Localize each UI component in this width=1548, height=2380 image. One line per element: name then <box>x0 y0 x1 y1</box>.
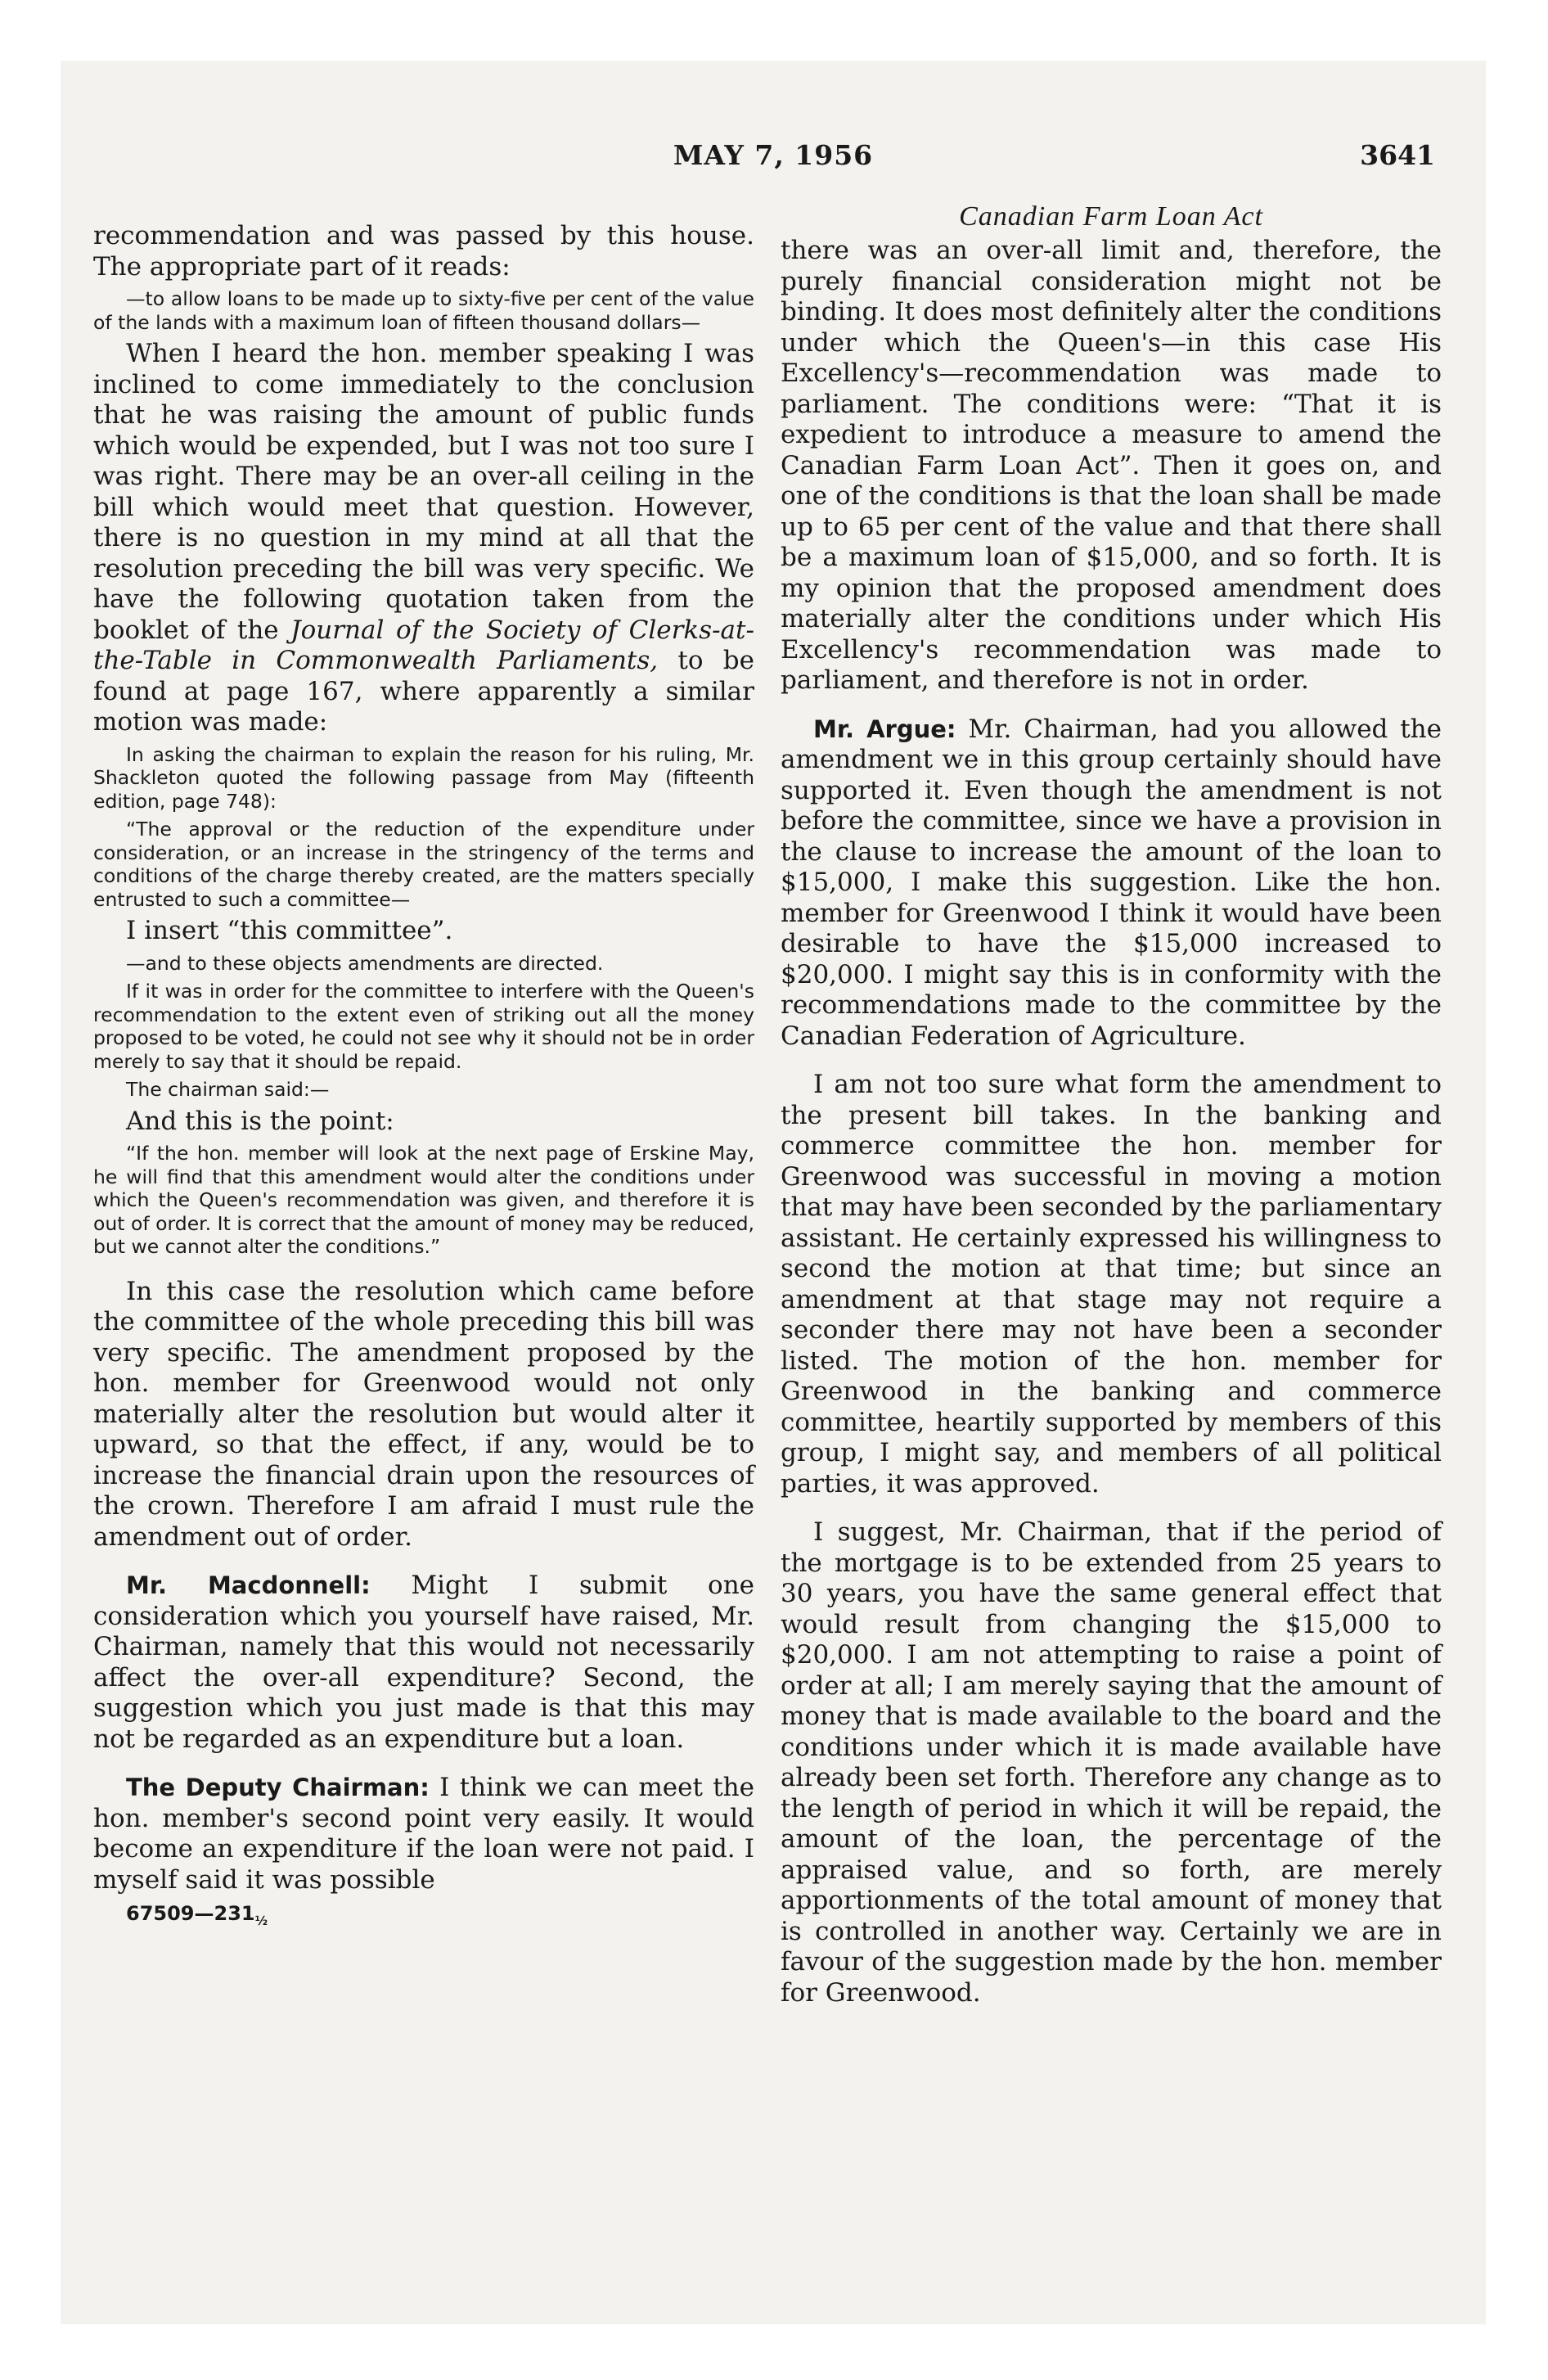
quotation: —and to these objects amendments are directed. <box>126 951 604 975</box>
folio-fraction: ½ <box>254 1913 268 1928</box>
quotation: If it was in order for the committee to interfere with the Queen's recommendation to the extent even of striking out all the money proposed to be voted, he could not see why it should not be in order merely to say that it should be repaid. <box>93 980 754 1073</box>
quotation: —to allow loans to be made up to sixty-five per cent of the value of the lands with a maximum loan of fifteen thousand dollars— <box>93 287 754 334</box>
quotation: The chairman said:— <box>126 1078 330 1101</box>
right-column <box>781 201 1442 2008</box>
speaker-name: Mr. Argue: <box>813 714 956 743</box>
journal-title: Journal of the Society of Clerks-at-the-Table in Commonwealth Parliaments, <box>93 615 754 675</box>
quotation: “If the hon. member will look at the next page of Erskine May, he will find that this amendment would alter the conditions under which the Queen's recommendation was given, and therefore it is out of order. It is correct that the amount of money may be reduced, but we cannot alter the conditions.” <box>93 1142 754 1258</box>
speech <box>93 1571 754 1755</box>
header-date: MAY 7, 1956 <box>673 139 874 171</box>
speaker-name: The Deputy Chairman: <box>126 1774 430 1801</box>
folio-text: 67509—231 <box>126 1902 255 1925</box>
speech-text: Mr. Chairman, had you allowed the amendment we in this group certainly should have supported it. Even though the amendment is not before the committee, since we have a provision in the clause to increase the amount of the loan to $15,000, I make this suggestion. Like the hon. member for Greenwood I think it would have been desirable to have the $15,000 increased to $20,000. I might say this is in conformity with the recommendations made to the committee by the Canadian Federation of Agriculture. <box>781 714 1442 1051</box>
speech-text: I think we can meet the hon. member's second point very easily. It would become an expenditure if the loan were not paid. I myself said it was possible <box>93 1773 754 1895</box>
paragraph: I suggest, Mr. Chairman, that if the period of the mortgage is to be extended from 25 years to 30 years, you have the same general effect that would result from changing the $15,000 to $20,000. I am not attempting to raise a point of order at all; I am merely saying that the amount of money that is made available to the board and the conditions under which it is made available have already been set forth. Therefore any change as to the length of period in which it will be repaid, the amount of the loan, the percentage of the appraised value, and so forth, are merely apportionments of the total amount of money that is controlled in another way. Certainly we are in favour of the suggestion made by the hon. member for Greenwood. <box>781 1517 1442 2008</box>
page-header <box>61 139 1486 180</box>
speech <box>93 1773 754 1895</box>
quotation: In asking the chairman to explain the reason for his ruling, Mr. Shackleton quoted the following passage from May (fifteenth edition, page 748): <box>93 742 754 813</box>
left-column <box>93 221 754 1928</box>
paragraph: In this case the resolution which came before the committee of the whole preceding this bill was very specific. The amendment proposed by the hon. member for Greenwood would not only materially alter the resolution but would alter it upward, so that the effect, if any, would be to increase the financial drain upon the resources of the crown. Therefore I am afraid I must rule the amendment out of order. <box>93 1276 754 1552</box>
speech-text: Might I submit one consideration which you yourself have raised, Mr. Chairman, namely that this would not necessarily affect the over-all expenditure? Second, the suggestion which you just made is that this may not be regarded as an expenditure but a loan. <box>93 1571 754 1754</box>
speaker-name: Mr. Macdonnell: <box>126 1571 371 1599</box>
speech <box>781 714 1442 1053</box>
quotation: “The approval or the reduction of the expenditure under consideration, or an increase in the stringency of the terms and conditions of the charge thereby created, are the matters specially entrusted to such a committee— <box>93 818 754 911</box>
paragraph-text: to be found at page 167, where apparently a similar motion was made: <box>93 646 754 737</box>
folio-number <box>93 1902 754 1928</box>
running-title: Canadian Farm Loan Act <box>959 201 1263 232</box>
paragraph: I am not too sure what form the amendment to the present bill takes. In the banking and commerce committee the hon. member for Greenwood was successful in moving a motion that may have been seconded by the parliamentary assistant. He certainly expressed his willingness to second the motion at that time; but since an amendment at that stage may not require a seconder there may not have been a seconder listed. The motion of the hon. member for Greenwood in the banking and commerce committee, heartily supported by members of this group, I might say, and members of all political parties, it was approved. <box>781 1070 1442 1499</box>
paragraph <box>93 339 754 738</box>
paragraph: And this is the point: <box>126 1106 394 1136</box>
page-number: 3641 <box>1360 139 1435 171</box>
paragraph: there was an over-all limit and, therefore, the purely financial consideration might not be binding. It does most definitely alter the conditions under which the Queen's—in this case His Excellency's—recommendation was made to parliament. The conditions were: “That it is expedient to introduce a measure to amend the Canadian Farm Loan Act”. Then it goes on, and one of the conditions is that the loan shall be made up to 65 per cent of the value and that there shall be a maximum loan of $15,000, and so forth. It is my opinion that the proposed amendment does materially alter the conditions under which His Excellency's recommendation was made to parliament, and therefore is not in order. <box>781 236 1442 695</box>
paragraph: recommendation and was passed by this house. The appropriate part of it reads: <box>93 221 754 282</box>
paragraph-text: When I heard the hon. member speaking I was inclined to come immediately to the conclusion that he was raising the amount of public funds which would be expended, but I was not too sure I was right. There may be an over-all ceiling in the bill which would meet that question. However, there is no question in my mind at all that the resolution preceding the bill was very specific. We have the following quotation taken from the booklet of the <box>93 339 754 645</box>
page-sheet <box>61 61 1486 2324</box>
paragraph: I insert “this committee”. <box>126 916 453 945</box>
